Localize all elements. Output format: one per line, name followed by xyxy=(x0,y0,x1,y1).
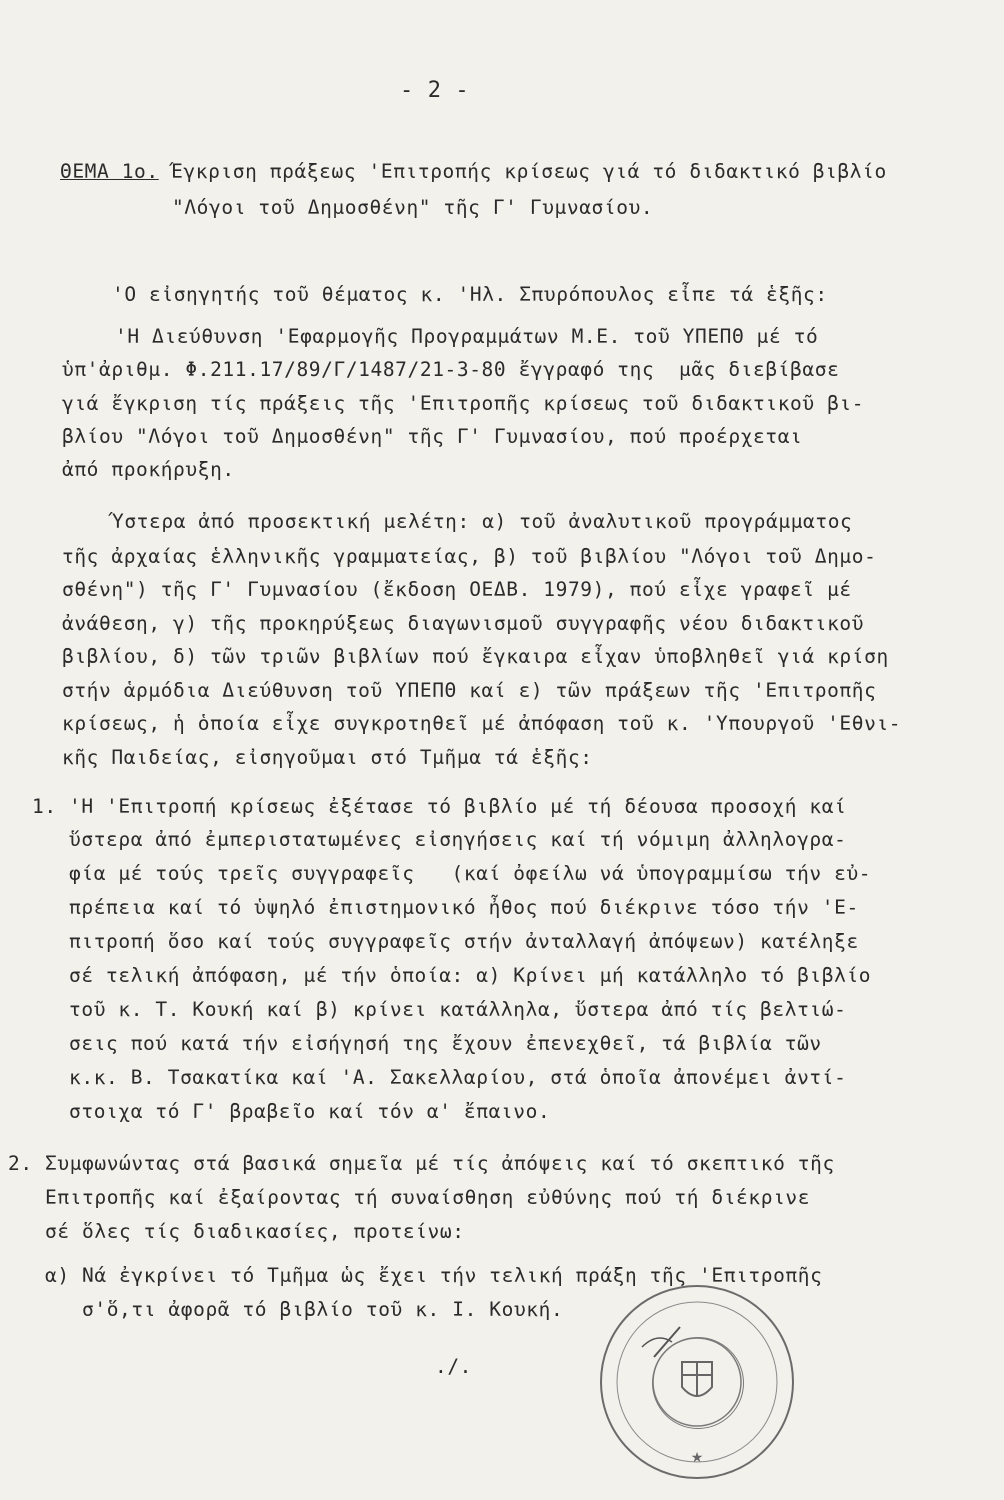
para1-line: βλίου "Λόγοι τοῦ Δημοσθένη" τῆς Γ' Γυμνασίου, πού προέρχεται xyxy=(62,425,803,448)
para2-line: κρίσεως, ἡ ὁποία εἶχε συγκροτηθεῖ μέ ἀπόφαση τοῦ κ. 'Υπουργοῦ 'Εθνι- xyxy=(62,712,902,735)
topic-title-1: Έγκριση πράξεως 'Επιτροπής κρίσεως γιά τό διδακτικό βιβλίο xyxy=(171,160,887,183)
continuation-mark: ./. xyxy=(435,1355,473,1378)
para2-line: Ύστερα ἀπό προσεκτική μελέτη: α) τοῦ ἀναλυτικοῦ προγράμματος xyxy=(112,510,853,533)
item2-line: σέ ὅλες τίς διαδικασίες, προτείνω: xyxy=(8,1220,465,1243)
item1-line: ὕστερα ἀπό ἐμπεριστατωμένες εἰσηγήσεις καί τή νόμιμη ἀλληλογρα- xyxy=(32,828,847,851)
page-number: - 2 - xyxy=(400,78,470,103)
para1-line: 'Η Διεύθυνση 'Εφαρμογῆς Προγραμμάτων Μ.Ε. τοῦ ΥΠΕΠΘ μέ τό xyxy=(115,325,819,348)
para1-line: ὑπ'ἀριθμ. Φ.211.17/89/Γ/1487/21-3-80 ἔγγραφό της μᾶς διεβίβασε xyxy=(62,358,840,381)
item1-line: τοῦ κ. Τ. Κουκή καί β) κρίνει κατάλληλα, ὕστερα ἀπό τίς βελτιώ- xyxy=(32,998,847,1021)
topic-label: ΘΕΜΑ 1ο. xyxy=(60,160,159,183)
para2-line: σθένη") τῆς Γ' Γυμνασίου (ἔκδοση ΟΕΔΒ. 1979), πού εἶχε γραφεῖ μέ xyxy=(62,578,852,601)
svg-text:★: ★ xyxy=(690,1450,704,1466)
item1-line: κ.κ. Β. Τσακατίκα καί 'Α. Σακελλαρίου, στά ὁποῖα ἀπονέμει ἀντί- xyxy=(32,1066,847,1089)
para2-line: βιβλίου, δ) τῶν τριῶν βιβλίων πού ἔγκαιρα εἶχαν ὑποβληθεῖ γιά κρίση xyxy=(62,645,889,668)
para1-line: ἀπό προκήρυξη. xyxy=(62,458,235,481)
para2-line: ἀνάθεση, γ) τῆς προκηρύξεως διαγωνισμοῦ συγγραφῆς νέου διδακτικοῦ xyxy=(62,612,865,635)
seal-inner-ring xyxy=(652,1337,744,1429)
official-seal xyxy=(600,1285,794,1479)
para2-line: στήν ἁρμόδια Διεύθυνση τοῦ ΥΠΕΠΘ καί ε) τῶν πράξεων τῆς 'Επιτροπῆς xyxy=(62,679,877,702)
item1-line: σέ τελική ἀπόφαση, μέ τήν ὁποία: α) Κρίνει μή κατάλληλο τό βιβλίο xyxy=(32,964,872,987)
item1-line: πιτροπή ὅσο καί τούς συγγραφεῖς στήν ἀνταλλαγή ἀπόψεων) κατέληξε xyxy=(32,930,859,953)
item2-line: 2. Συμφωνώντας στά βασικά σημεῖα μέ τίς ἀπόψεις καί τό σκεπτικό τῆς xyxy=(8,1152,835,1175)
item1-line: σεις πού κατά τήν εἰσήγησή της ἔχουν ἐπενεχθεῖ, τά βιβλία τῶν xyxy=(32,1032,822,1055)
item1-line: πρέπεια καί τό ὑψηλό ἐπιστημονικό ἦθος πού διέκρινε τόσο τήν 'Ε- xyxy=(32,896,859,919)
item2-line: Επιτροπῆς καί ἐξαίροντας τή συναίσθηση εὐθύνης πού τή διέκρινε xyxy=(8,1186,811,1209)
item1-line: στοιχα τό Γ' βραβεῖο καί τόν α' ἔπαινο. xyxy=(32,1100,551,1123)
item1-line: 1. 'Η 'Επιτροπή κρίσεως ἐξέτασε τό βιβλίο μέ τή δέουσα προσοχή καί xyxy=(32,795,847,818)
topic-title-2: "Λόγοι τοῦ Δημοσθένη" τῆς Γ' Γυμνασίου. xyxy=(172,196,654,219)
para2-line: τῆς ἀρχαίας ἑλληνικῆς γραμματείας, β) τοῦ βιβλίου "Λόγοι τοῦ Δημο- xyxy=(62,545,877,568)
para1-line: γιά ἔγκριση τίς πράξεις τῆς 'Επιτροπῆς κρίσεως τοῦ διδακτικοῦ βι- xyxy=(62,392,865,415)
para2-line: κῆς Παιδείας, εἰσηγοῦμαι στό Τμῆμα τά ἑξῆς: xyxy=(62,746,593,769)
item1-line: φία μέ τούς τρεῖς συγγραφεῖς (καί ὀφείλω νά ὑπογραμμίσω τήν εὐ- xyxy=(32,862,872,885)
item2-line: α) Νά ἐγκρίνει τό Τμῆμα ὡς ἔχει τήν τελική πράξη τῆς 'Επιτροπῆς xyxy=(8,1264,823,1287)
item2-line: σ'ὅ,τι ἀφορᾶ τό βιβλίο τοῦ κ. Ι. Κουκή. xyxy=(8,1298,564,1321)
topic-line-1 xyxy=(60,160,887,183)
intro-line: 'Ο εἰσηγητής τοῦ θέματος κ. 'Ηλ. Σπυρόπουλος εἶπε τά ἑξῆς: xyxy=(112,283,828,306)
